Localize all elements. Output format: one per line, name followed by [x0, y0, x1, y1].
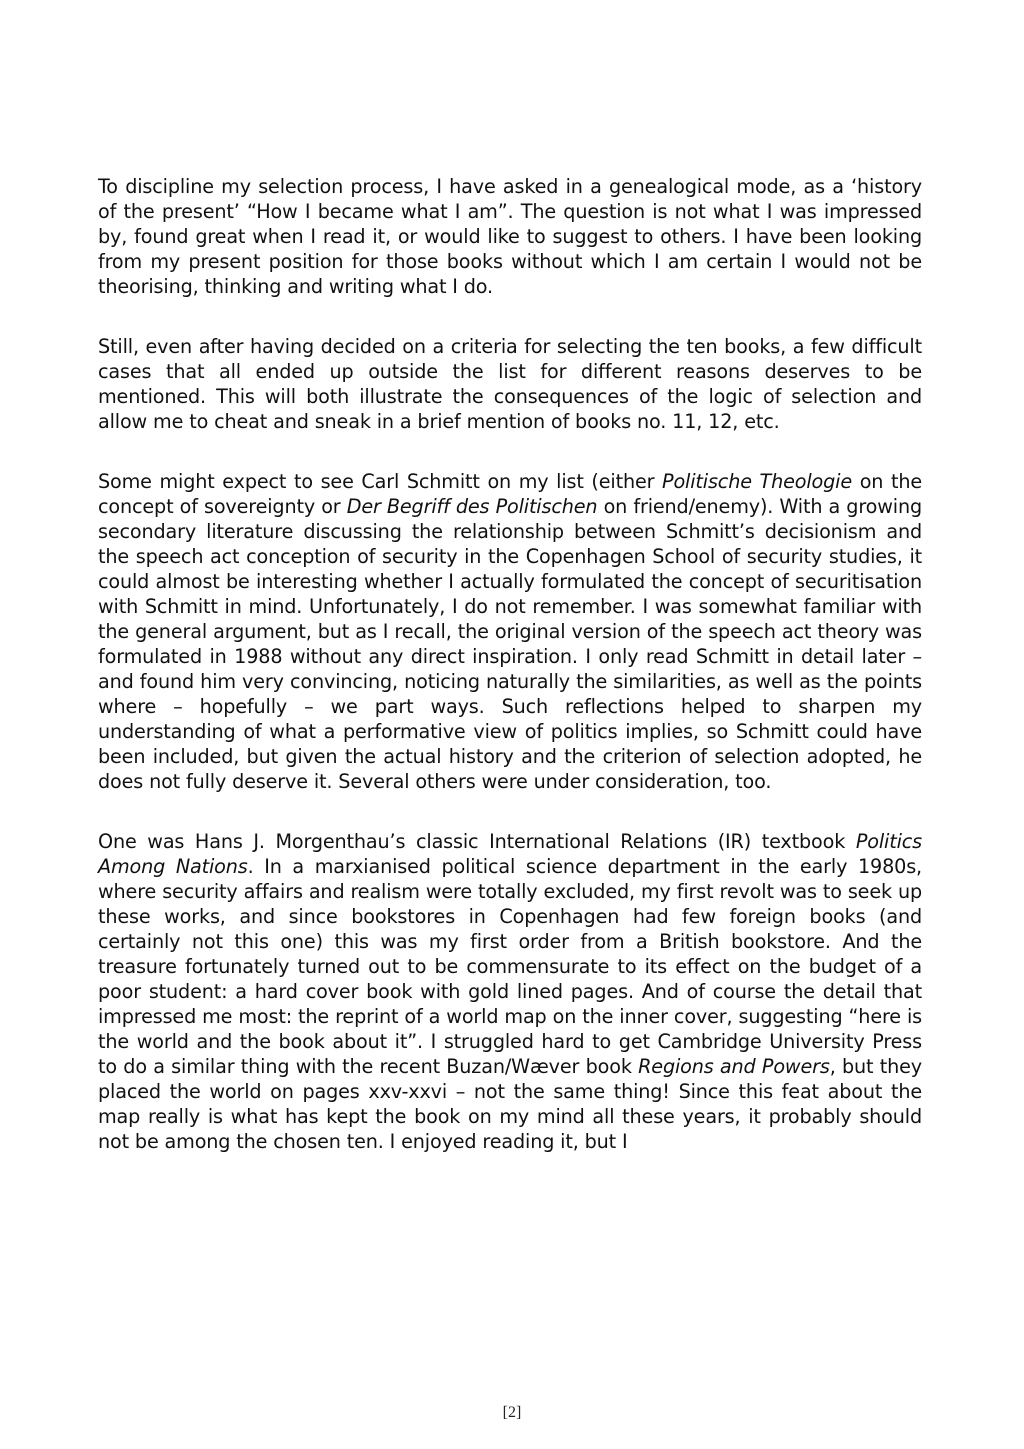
book-title-politics-among-nations: Politics Among Nations: [98, 830, 922, 878]
paragraph-4: [98, 829, 922, 1154]
book-title-regions-and-powers: Regions and Powers: [638, 1055, 830, 1078]
paragraph-3-text: Some might expect to see Carl Schmitt on my list (either: [98, 470, 663, 493]
paragraph-4-text: , but they placed the world on pages xxv-xxvi – not the same thing! Since this feat about the map really is what has kept the book on my mind all these years, it probably should not be among the chosen ten. I enjoyed reading it, but I: [98, 1055, 922, 1153]
paragraph-4-text: . In a marxianised political science department in the early 1980s, where security affairs and realism were totally excluded, my first revolt was to seek up these works, and since bookstores in Copenhagen had few foreign books (and certainly not this one) this was my first order from a British bookstore. And the treasure fortunately turned out to be commensurate to its effect on the budget of a poor student: a hard cover book with gold lined pages. And of course the detail that impressed me most: the reprint of a world map on the inner cover, suggesting “here is the world and the book about it”. I struggled hard to get Cambridge University Press to do a similar thing with the recent Buzan/Wæver book: [98, 855, 922, 1078]
paragraph-2: [98, 334, 922, 434]
paragraph-1-text: To discipline my selection process, I have asked in a genealogical mode, as a ‘history of the present’ “How I became what I am”. The question is not what I was impressed by, found great when I read it, or would like to suggest to others. I have been looking from my present position for those books without which I am certain I would not be theorising, thinking and writing what I do.: [98, 175, 922, 298]
paragraph-1: [98, 174, 922, 299]
paragraph-3-text: on the concept of sovereignty or: [98, 470, 923, 518]
book-title-der-begriff-des-politischen: Der Begriff des Politischen: [346, 495, 598, 518]
document-body: [98, 174, 922, 1154]
page-number: [2]: [502, 1404, 522, 1421]
paragraph-4-text: One was Hans J. Morgenthau’s classic International Relations (IR) textbook: [98, 830, 856, 853]
paragraph-3: [98, 469, 922, 794]
book-title-politische-theologie: Politische Theologie: [662, 470, 853, 493]
paragraph-3-text: on friend/enemy). With a growing secondary literature discussing the relationship between Schmitt’s decisionism and the speech act conception of security in the Copenhagen School of security studies, it could almost be interesting whether I actually formulated the concept of securitisation with Schmitt in mind. Unfortunately, I do not remember. I was somewhat familiar with the general argument, but as I recall, the original version of the speech act theory was formulated in 1988 without any direct inspiration. I only read Schmitt in detail later – and found him very convincing, noticing naturally the similarities, as well as the points where – hopefully – we part ways. Such reflections helped to sharpen my understanding of what a performative view of politics implies, so Schmitt could have been included, but given the actual history and the criterion of selection adopted, he does not fully deserve it. Several others were under consideration, too.: [98, 495, 922, 793]
paragraph-2-text: Still, even after having decided on a criteria for selecting the ten books, a few difficult cases that all ended up outside the list for different reasons deserves to be mentioned. This will both illustrate the consequences of the logic of selection and allow me to cheat and sneak in a brief mention of books no. 11, 12, etc.: [98, 335, 922, 433]
